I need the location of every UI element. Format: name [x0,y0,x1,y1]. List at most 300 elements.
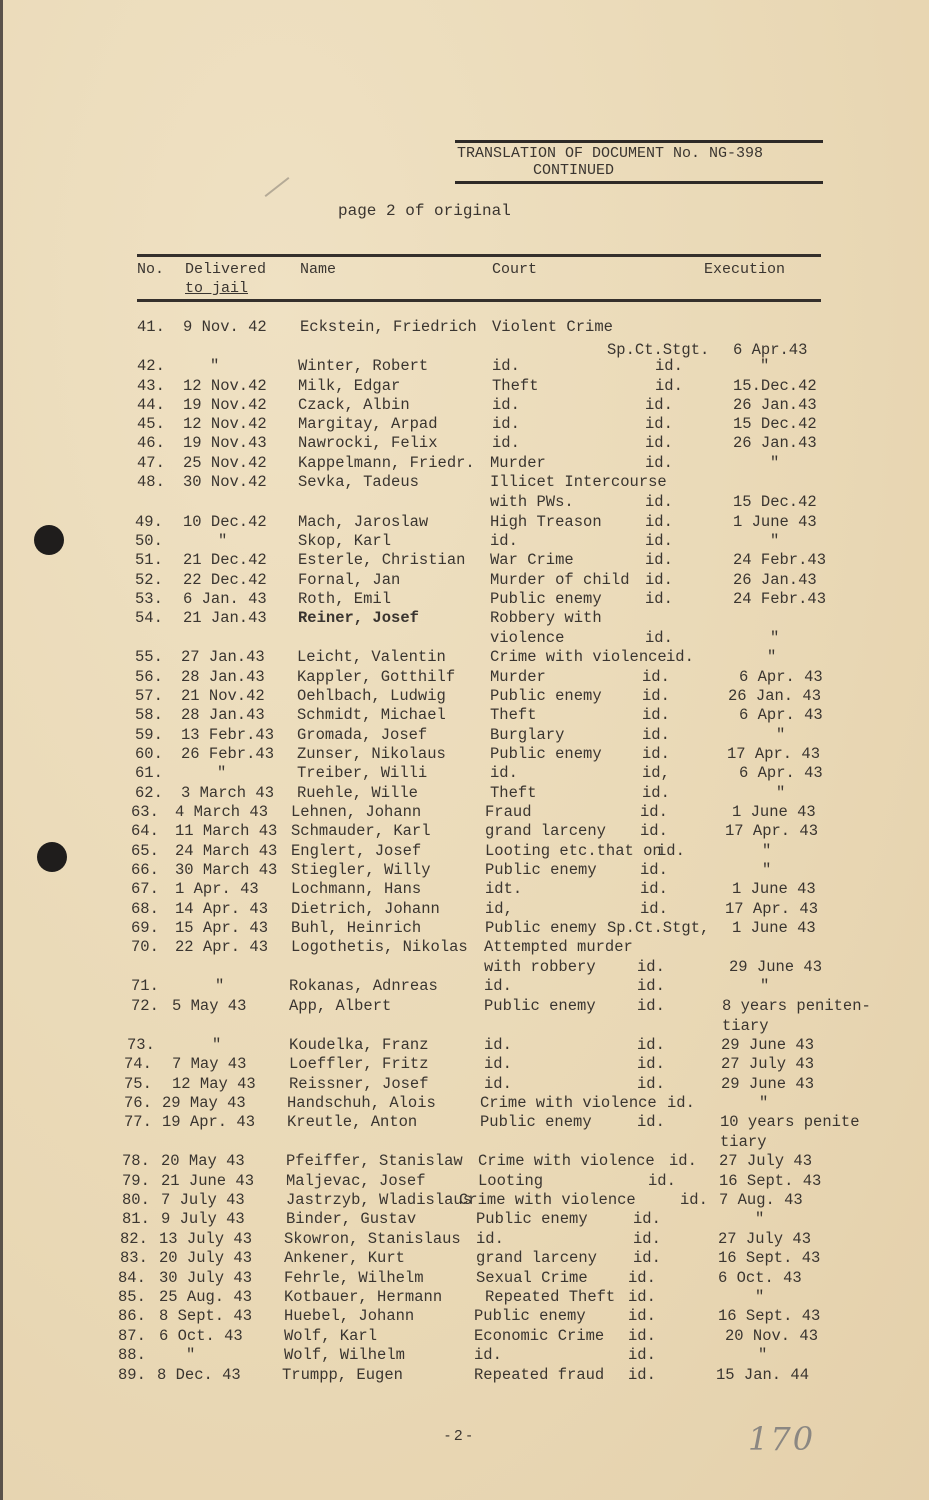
delivered-date: 9 Nov. 42 [183,318,267,336]
crime: id. [492,396,520,414]
delivered-date: 29 May 43 [162,1094,246,1112]
crime: Theft [490,784,537,802]
row-number: 64. [131,822,159,840]
delivered-date: 30 July 43 [159,1269,253,1287]
delivered-date: 25 Nov.42 [183,454,267,472]
court: id. [645,493,673,511]
prisoner-name: Reiner, Josef [298,609,419,627]
crime: High Treason [490,513,602,531]
row-number: 78. [122,1152,150,1170]
column-header-delivered: Delivered [185,261,267,278]
crime: Crime with violence [480,1094,657,1112]
prisoner-name: Maljevac, Josef [286,1172,426,1190]
delivered-date: 21 Nov.42 [181,687,265,705]
execution-date: 6 Apr. 43 [739,706,823,724]
row-number: 41. [137,318,165,336]
row-number: 76. [124,1094,152,1112]
delivered-date: 21 Jan.43 [183,609,267,627]
row-number: 42. [137,357,165,375]
delivered-date: " [186,1346,196,1364]
crime: Murder of child [490,571,630,589]
prisoner-name: Nawrocki, Felix [298,434,438,452]
prisoner-name: Leicht, Valentin [297,648,446,666]
crime: id. [484,1075,512,1093]
execution-date: 29 June 43 [721,1036,815,1054]
execution-date: " [762,842,772,860]
row-number: 83. [120,1249,148,1267]
row-number: 43. [137,377,165,395]
row-number: 51. [135,551,163,569]
row-number: 55. [135,648,163,666]
prisoner-name: Huebel, Johann [284,1307,415,1325]
prisoner-name: Ruehle, Wille [297,784,418,802]
delivered-date: 21 Dec.42 [183,551,267,569]
crime: Public enemy [490,745,602,763]
crime: Crime with violence [490,648,667,666]
delivered-date: 8 Sept. 43 [159,1307,253,1325]
court: id. [637,1055,665,1073]
row-number: 46. [137,434,165,452]
crime: idt. [485,880,523,898]
execution-date: 1 June 43 [733,513,817,531]
court: id. [645,415,673,433]
execution-date: 24 Febr.43 [733,590,827,608]
execution-date: 7 Aug. 43 [719,1191,803,1209]
delivered-date: " [217,764,227,782]
row-number: 82. [120,1230,148,1248]
court: id. [628,1327,656,1345]
crime: id. [484,977,512,995]
prisoner-name: Ankener, Kurt [284,1249,405,1267]
row-number: 75. [124,1075,152,1093]
crime: id. [492,357,520,375]
delivered-date: 22 Dec.42 [183,571,267,589]
crime: Sexual Crime [476,1269,588,1287]
court: id. [645,629,673,647]
row-number: 50. [135,532,163,550]
delivered-date: 11 March 43 [175,822,278,840]
execution-date: 16 Sept. 43 [719,1172,822,1190]
execution-date: 16 Sept. 43 [718,1249,821,1267]
delivered-date: 27 Jan.43 [181,648,265,666]
delivered-date: 28 Jan.43 [181,706,265,724]
delivered-date: 1 Apr. 43 [175,880,259,898]
execution-date: 17 Apr. 43 [725,822,819,840]
execution-date: 6 Apr. 43 [739,764,823,782]
execution-date: 26 Jan. 43 [728,687,822,705]
execution-date: 20 Nov. 43 [725,1327,819,1345]
delivered-date: 13 Febr.43 [181,726,275,744]
court: id. [642,687,670,705]
execution-date: 26 Jan.43 [733,396,817,414]
court: id. [640,861,668,879]
court: id. [640,803,668,821]
prisoner-name: Gromada, Josef [297,726,428,744]
execution-date: 6 Oct. 43 [718,1269,802,1287]
crime: Murder [490,668,546,686]
prisoner-name: Loeffler, Fritz [289,1055,429,1073]
row-number: 49. [135,513,163,531]
row-number: 67. [131,880,159,898]
court: id. [645,513,673,531]
row-number: 88. [118,1346,146,1364]
execution-date: " [776,784,786,802]
court: id. [645,532,673,550]
row-number: 61. [135,764,163,782]
delivered-date: 3 March 43 [181,784,275,802]
court: id. [628,1366,656,1384]
row-number: 85. [118,1288,146,1306]
crime: id. [484,1036,512,1054]
prisoner-name: Englert, Josef [291,842,422,860]
crime-continued: with robbery [484,958,596,976]
column-header-delivered-line2: to jail [185,280,249,297]
prisoner-name: Zunser, Nikolaus [297,745,446,763]
crime: Public enemy [476,1210,588,1228]
delivered-date: 19 Apr. 43 [162,1113,256,1131]
prisoner-name: Schmidt, Michael [297,706,446,724]
row-number: 74. [124,1055,152,1073]
delivered-date: 6 Oct. 43 [159,1327,243,1345]
delivered-date: " [210,357,220,375]
row-number: 79. [122,1172,150,1190]
prisoner-name: Rokanas, Adnreas [289,977,438,995]
document-subtitle: CONTINUED [533,162,615,179]
row-number: 73. [127,1036,155,1054]
row-number: 66. [131,861,159,879]
execution-date: 17 Apr. 43 [727,745,821,763]
prisoner-name: Margitay, Arpad [298,415,438,433]
crime: War Crime [490,551,574,569]
row-number: 68. [131,900,159,918]
crime: Violent Crime [492,318,613,336]
delivered-date: 7 July 43 [161,1191,245,1209]
court: id. [648,1172,676,1190]
court: id. [628,1307,656,1325]
row-number: 63. [131,803,159,821]
delivered-date: 6 Jan. 43 [183,590,267,608]
delivered-date: 19 Nov.43 [183,434,267,452]
court: id. [645,396,673,414]
court: id. [633,1249,661,1267]
court: id. [637,1113,665,1131]
prisoner-name: Skop, Karl [298,532,392,550]
prisoner-name: Wolf, Karl [284,1327,378,1345]
court: id. [666,648,694,666]
crime: Public enemy [484,997,596,1015]
court: id. [637,1075,665,1093]
row-number: 48. [137,473,165,491]
prisoner-name: Pfeiffer, Stanislaw [286,1152,463,1170]
court: id, [642,764,670,782]
crime: Repeated fraud [474,1366,605,1384]
execution-date: 15 Dec.42 [733,493,817,511]
row-number: 87. [118,1327,146,1345]
execution-date: 1 June 43 [732,919,816,937]
row-number: 69. [131,919,159,937]
crime: Public enemy [490,687,602,705]
crime: id. [490,532,518,550]
court: id. [640,822,668,840]
court: id. [645,551,673,569]
execution-date: 15.Dec.42 [733,377,817,395]
court: id. [637,1036,665,1054]
court: id. [642,784,670,802]
court: id. [642,726,670,744]
execution-date: " [759,1094,769,1112]
execution-date: 10 years penite [720,1113,860,1131]
crime: id. [492,434,520,452]
crime: Economic Crime [474,1327,605,1345]
crime: Illicet Intercourse [490,473,667,491]
execution-date: 26 Jan.43 [733,571,817,589]
delivered-date: 12 May 43 [172,1075,256,1093]
delivered-date: 4 March 43 [175,803,269,821]
prisoner-name: Reissner, Josef [289,1075,429,1093]
column-header-court: Court [492,261,538,278]
execution-date: " [758,1346,768,1364]
court: id. [633,1230,661,1248]
court: id. [655,377,683,395]
execution-date: 15 Dec.42 [733,415,817,433]
court: id. [645,571,673,589]
row-number: 52. [135,571,163,589]
crime: Repeated Theft [485,1288,616,1306]
row-number: 44. [137,396,165,414]
prisoner-name: Winter, Robert [298,357,429,375]
prisoner-name: Oehlbach, Ludwig [297,687,446,705]
crime: Theft [492,377,539,395]
delivered-date: 9 July 43 [161,1210,245,1228]
row-number: 60. [135,745,163,763]
column-header-no: No. [137,261,165,278]
crime: id, [485,900,513,918]
delivered-date: 7 May 43 [172,1055,247,1073]
court: id. [655,357,683,375]
execution-date: 26 Jan.43 [733,434,817,452]
court: id. [645,454,673,472]
row-number: 80. [122,1191,150,1209]
court: id. [637,977,665,995]
prisoner-name: Koudelka, Franz [289,1036,429,1054]
row-number: 71. [131,977,159,995]
prisoner-name: Kreutle, Anton [287,1113,418,1131]
execution-continued: tiary [722,1017,769,1035]
execution-date: " [770,454,780,472]
crime: Burglary [490,726,565,744]
execution-date: " [760,977,770,995]
court: id. [628,1346,656,1364]
crime: Looting etc.that on [485,842,662,860]
execution-date: 27 July 43 [721,1055,815,1073]
page-number: - 2 - [445,1427,472,1444]
row-number: 70. [131,938,159,956]
execution-date: 6 Apr.43 [733,341,808,359]
execution-date: 27 July 43 [719,1152,813,1170]
crime: Public enemy [474,1307,586,1325]
row-number: 53. [135,590,163,608]
crime: Public enemy [485,919,597,937]
crime: grand larceny [476,1249,597,1267]
row-number: 65. [131,842,159,860]
prisoner-name: Esterle, Christian [298,551,466,569]
execution-date: 1 June 43 [732,803,816,821]
page-of-original: page 2 of original [338,202,511,220]
crime: Murder [490,454,546,472]
prisoner-name: Stiegler, Willy [291,861,431,879]
delivered-date: 8 Dec. 43 [157,1366,241,1384]
prisoner-name: Kappler, Gotthilf [297,668,456,686]
court: id. [667,1094,695,1112]
crime: Crime with violence [478,1152,655,1170]
crime: id. [484,1055,512,1073]
row-number: 59. [135,726,163,744]
delivered-date: 22 Apr. 43 [175,938,269,956]
row-number: 47. [137,454,165,472]
column-header-execution: Execution [704,261,786,278]
court: id. [680,1191,708,1209]
prisoner-name: Lehnen, Johann [291,803,422,821]
prisoner-name: Handschuh, Alois [287,1094,436,1112]
delivered-date: 21 June 43 [161,1172,255,1190]
court: id. [637,958,665,976]
court: id. [642,745,670,763]
court: id. [640,900,668,918]
court: id. [640,880,668,898]
court: id. [633,1210,661,1228]
execution-date: 6 Apr. 43 [739,668,823,686]
crime-continued: with PWs. [490,493,574,511]
execution-date: " [755,1210,765,1228]
crime: Looting [478,1172,544,1190]
execution-date: " [755,1288,765,1306]
prisoner-name: Roth, Emil [298,590,392,608]
row-number: 58. [135,706,163,724]
row-number: 72. [131,997,159,1015]
delivered-date: 5 May 43 [172,997,247,1015]
execution-continued: tiary [720,1133,767,1151]
court: id. [645,590,673,608]
crime: Robbery with [490,609,602,627]
prisoner-name: Czack, Albin [298,396,410,414]
prisoner-name: Treiber, Willi [297,764,428,782]
prisoner-name: Kotbauer, Hermann [284,1288,443,1306]
crime: Public enemy [490,590,602,608]
execution-date: 16 Sept. 43 [718,1307,821,1325]
delivered-date: 12 Nov.42 [183,415,267,433]
delivered-date: 30 March 43 [175,861,278,879]
delivered-date: " [218,532,228,550]
row-number: 86. [118,1307,146,1325]
column-header-name: Name [300,261,337,278]
execution-date: 17 Apr. 43 [725,900,819,918]
execution-date: " [776,726,786,744]
delivered-date: 14 Apr. 43 [175,900,269,918]
prisoner-name: Jastrzyb, Wladislaus [286,1191,473,1209]
crime: id. [474,1346,502,1364]
court: id. [657,842,685,860]
execution-date: " [760,357,770,375]
delivered-date: 28 Jan.43 [181,668,265,686]
delivered-date: 26 Febr.43 [181,745,275,763]
execution-date: 15 Jan. 44 [716,1366,810,1384]
court: id. [642,668,670,686]
row-number: 89. [118,1366,146,1384]
execution-date: " [767,648,777,666]
prisoner-name: Skowron, Stanislaus [284,1230,461,1248]
delivered-date: " [212,1036,222,1054]
execution-date: 8 years peniten- [722,997,871,1015]
crime-continued: violence [490,629,565,647]
execution-date: 29 June 43 [721,1075,815,1093]
row-number: 56. [135,668,163,686]
document-title: TRANSLATION OF DOCUMENT No. NG-398 [457,145,764,162]
court: id. [669,1152,697,1170]
prisoner-name: Lochmann, Hans [291,880,422,898]
handwritten-folio-number: 170 [748,1420,816,1458]
crime: Crime with violence [459,1191,636,1209]
court: id. [642,706,670,724]
prisoner-name: Eckstein, Friedrich [300,318,477,336]
prisoner-name: Wolf, Wilhelm [284,1346,405,1364]
delivered-date: 24 March 43 [175,842,278,860]
delivered-date: 19 Nov.42 [183,396,267,414]
court: id. [645,434,673,452]
prisoner-name: Kappelmann, Friedr. [298,454,475,472]
delivered-date: 13 July 43 [159,1230,253,1248]
execution-date: 29 June 43 [729,958,823,976]
prisoner-name: Logothetis, Nikolas [291,938,468,956]
execution-date: " [770,532,780,550]
prisoner-name: Fehrle, Wilhelm [284,1269,424,1287]
prisoner-name: Trumpp, Eugen [282,1366,403,1384]
crime: Fraud [485,803,532,821]
row-number: 45. [137,415,165,433]
row-number: 57. [135,687,163,705]
delivered-date: 10 Dec.42 [183,513,267,531]
row-number: 54. [135,609,163,627]
delivered-date: 20 May 43 [161,1152,245,1170]
prisoner-name: Milk, Edgar [298,377,401,395]
prisoner-name: Buhl, Heinrich [291,919,422,937]
court: id. [628,1288,656,1306]
prisoner-name: Dietrich, Johann [291,900,440,918]
crime: id. [476,1230,504,1248]
row-number: 84. [118,1269,146,1287]
crime: grand larceny [485,822,606,840]
prisoner-name: Sevka, Tadeus [298,473,419,491]
delivered-date: 20 July 43 [159,1249,253,1267]
prisoner-name: App, Albert [289,997,392,1015]
court: id. [628,1269,656,1287]
crime: Theft [490,706,537,724]
row-number: 62. [135,784,163,802]
row-number: 77. [124,1113,152,1131]
prisoner-name: Fornal, Jan [298,571,401,589]
execution-date: 1 June 43 [732,880,816,898]
delivered-date: 30 Nov.42 [183,473,267,491]
court: Sp.Ct.Stgt, [607,919,710,937]
crime: id. [492,415,520,433]
court: id. [637,997,665,1015]
crime: id. [490,764,518,782]
prisoner-name: Schmauder, Karl [291,822,431,840]
delivered-date: 25 Aug. 43 [159,1288,253,1306]
prisoner-name: Mach, Jaroslaw [298,513,429,531]
execution-date: " [770,629,780,647]
crime: Attempted murder [484,938,633,956]
delivered-date: 12 Nov.42 [183,377,267,395]
